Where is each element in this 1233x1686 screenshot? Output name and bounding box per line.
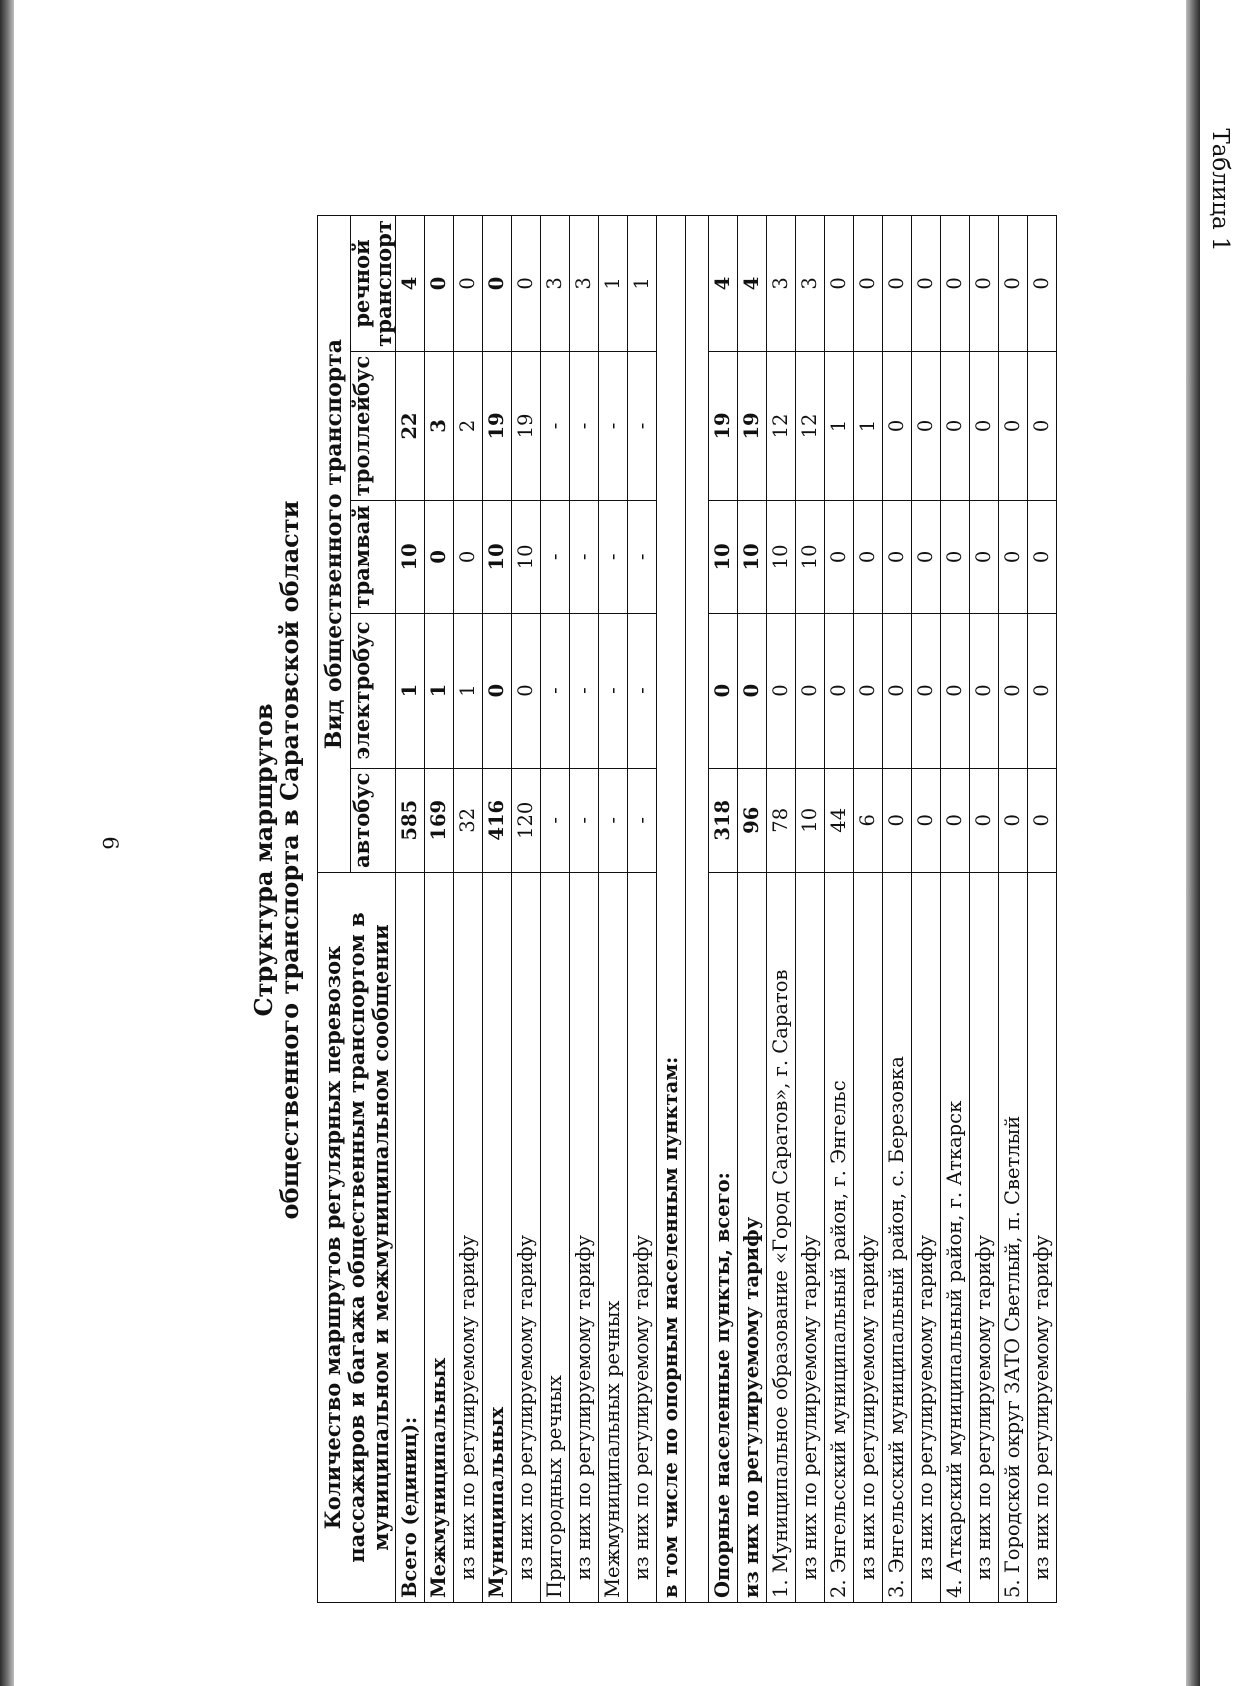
section-heading: в том числе по опорным населенным пунктам: — [657, 216, 686, 1603]
table-row — [512, 216, 541, 1603]
row-label: Муниципальных — [483, 873, 512, 1603]
value-cell: - — [628, 768, 657, 872]
value-cell: 12 — [796, 351, 825, 501]
value-cell: 1 — [854, 351, 883, 501]
rotated-page-content — [245, 95, 1115, 1625]
value-cell: 0 — [999, 501, 1028, 613]
value-cell: 416 — [483, 768, 512, 872]
value-cell: 3 — [541, 216, 570, 352]
table-row — [709, 216, 738, 1603]
page-number: 6 — [98, 836, 122, 850]
value-cell: 0 — [912, 768, 941, 872]
value-cell: 0 — [941, 501, 970, 613]
value-cell: 0 — [854, 216, 883, 352]
value-cell: 0 — [709, 613, 738, 768]
value-cell: 0 — [999, 613, 1028, 768]
scan-edge-right — [1186, 0, 1200, 1686]
table-row — [483, 216, 512, 1603]
value-cell: 2 — [454, 351, 483, 501]
value-cell: 0 — [854, 501, 883, 613]
table-header — [318, 216, 396, 1603]
table-row — [541, 216, 570, 1603]
value-cell: 0 — [970, 501, 999, 613]
document-title — [245, 95, 321, 1625]
title-line-1: Структура маршрутов — [249, 703, 278, 1017]
value-cell: 10 — [738, 501, 767, 613]
table-row — [970, 216, 999, 1603]
table-row — [599, 216, 628, 1603]
table-row — [854, 216, 883, 1603]
value-cell: 120 — [512, 768, 541, 872]
value-cell: 0 — [883, 351, 912, 501]
value-cell: 0 — [825, 501, 854, 613]
value-cell: 0 — [483, 216, 512, 352]
column-header-bus: автобус — [351, 768, 396, 872]
row-label: Межмуниципальных речных — [599, 873, 628, 1603]
value-cell: 78 — [767, 768, 796, 872]
value-cell: 19 — [483, 351, 512, 501]
table-row — [686, 216, 709, 1603]
row-label: Опорные населенные пункты, всего: — [709, 873, 738, 1603]
value-cell: 0 — [825, 216, 854, 352]
value-cell: 585 — [396, 768, 425, 872]
table-row — [883, 216, 912, 1603]
value-cell: 0 — [454, 216, 483, 352]
transport-type-header: Вид общественного транспорта — [318, 216, 351, 873]
table-row — [825, 216, 854, 1603]
value-cell: - — [599, 768, 628, 872]
value-cell: 96 — [738, 768, 767, 872]
value-cell: - — [628, 613, 657, 768]
value-cell: 0 — [970, 768, 999, 872]
value-cell: - — [599, 501, 628, 613]
value-cell: 0 — [1028, 768, 1057, 872]
value-cell: 0 — [1028, 216, 1057, 352]
value-cell: 0 — [912, 501, 941, 613]
table-row — [396, 216, 425, 1603]
row-label: из них по регулируемому тарифу — [454, 873, 483, 1603]
column-header-trolleybus: троллейбус — [351, 351, 396, 501]
value-cell: 22 — [396, 351, 425, 501]
value-cell: 0 — [999, 216, 1028, 352]
value-cell: 0 — [825, 613, 854, 768]
value-cell: 19 — [738, 351, 767, 501]
value-cell: 4 — [709, 216, 738, 352]
table-row — [628, 216, 657, 1603]
column-header-river-transport: речной транспорт — [351, 216, 396, 352]
value-cell: 0 — [883, 501, 912, 613]
row-label: 4. Аткарский муниципальный район, г. Аткарск — [941, 873, 970, 1603]
value-cell: 10 — [512, 501, 541, 613]
column-header-tram: трамвай — [351, 501, 396, 613]
table-row — [912, 216, 941, 1603]
value-cell: 1 — [825, 351, 854, 501]
row-label: из них по регулируемому тарифу — [796, 873, 825, 1603]
value-cell: 0 — [1028, 613, 1057, 768]
routes-table — [317, 215, 1057, 1603]
value-cell: - — [570, 613, 599, 768]
value-cell: 0 — [512, 216, 541, 352]
table-row — [941, 216, 970, 1603]
value-cell: 0 — [883, 768, 912, 872]
table-row — [796, 216, 825, 1603]
value-cell: 19 — [709, 351, 738, 501]
value-cell: 1 — [454, 613, 483, 768]
value-cell: - — [570, 351, 599, 501]
value-cell: 3 — [796, 216, 825, 352]
row-label: 5. Городской округ ЗАТО Светлый, п. Светлый — [999, 873, 1028, 1603]
row-label: из них по регулируемому тарифу — [854, 873, 883, 1603]
value-cell: 10 — [396, 501, 425, 613]
value-cell: 19 — [512, 351, 541, 501]
value-cell: 169 — [425, 768, 454, 872]
value-cell: 0 — [483, 613, 512, 768]
table-row — [999, 216, 1028, 1603]
blank-row — [686, 216, 709, 1603]
row-label: из них по регулируемому тарифу — [738, 873, 767, 1603]
value-cell: 10 — [796, 501, 825, 613]
value-cell: 10 — [767, 501, 796, 613]
row-label: из них по регулируемому тарифу — [628, 873, 657, 1603]
value-cell: 1 — [396, 613, 425, 768]
value-cell: 0 — [738, 613, 767, 768]
title-line-2: общественного транспорта в Саратовской области — [275, 500, 304, 1220]
value-cell: 3 — [767, 216, 796, 352]
value-cell: 0 — [1028, 351, 1057, 501]
value-cell: 10 — [796, 768, 825, 872]
value-cell: 1 — [425, 613, 454, 768]
row-label: 1. Муниципальное образование «Город Саратов», г. Саратов — [767, 873, 796, 1603]
value-cell: 6 — [854, 768, 883, 872]
row-label: Всего (единиц): — [396, 873, 425, 1603]
value-cell: 0 — [970, 351, 999, 501]
row-label: из них по регулируемому тарифу — [512, 873, 541, 1603]
value-cell: 0 — [454, 501, 483, 613]
row-label: из них по регулируемому тарифу — [912, 873, 941, 1603]
row-label: Пригородных речных — [541, 873, 570, 1603]
table-row — [657, 216, 686, 1603]
value-cell: 0 — [970, 613, 999, 768]
value-cell: - — [628, 351, 657, 501]
value-cell: 3 — [425, 351, 454, 501]
value-cell: - — [541, 351, 570, 501]
row-label: 3. Энгельсский муниципальный район, с. Березовка — [883, 873, 912, 1603]
value-cell: 0 — [425, 216, 454, 352]
value-cell: 32 — [454, 768, 483, 872]
value-cell: 44 — [825, 768, 854, 872]
value-cell: 0 — [941, 351, 970, 501]
row-label: из них по регулируемому тарифу — [1028, 873, 1057, 1603]
value-cell: 318 — [709, 768, 738, 872]
value-cell: 3 — [570, 216, 599, 352]
row-label: Межмуниципальных — [425, 873, 454, 1603]
value-cell: 0 — [941, 613, 970, 768]
table-row — [767, 216, 796, 1603]
scan-edge-left — [0, 0, 14, 1686]
row-label: из них по регулируемому тарифу — [570, 873, 599, 1603]
value-cell: 0 — [912, 613, 941, 768]
value-cell: 0 — [941, 768, 970, 872]
value-cell: 0 — [912, 216, 941, 352]
table-body — [396, 216, 1057, 1603]
table-row — [738, 216, 767, 1603]
value-cell: - — [541, 768, 570, 872]
value-cell: - — [570, 768, 599, 872]
value-cell: - — [541, 501, 570, 613]
value-cell: - — [628, 501, 657, 613]
value-cell: - — [570, 501, 599, 613]
value-cell: 4 — [396, 216, 425, 352]
value-cell: 4 — [738, 216, 767, 352]
value-cell: 0 — [941, 216, 970, 352]
value-cell: 12 — [767, 351, 796, 501]
value-cell: 0 — [999, 351, 1028, 501]
value-cell: 0 — [883, 216, 912, 352]
value-cell: 0 — [854, 613, 883, 768]
value-cell: 0 — [883, 613, 912, 768]
value-cell: 0 — [767, 613, 796, 768]
table-row — [570, 216, 599, 1603]
value-cell: 1 — [599, 216, 628, 352]
value-cell: 0 — [512, 613, 541, 768]
value-cell: 1 — [628, 216, 657, 352]
value-cell: - — [541, 613, 570, 768]
value-cell: - — [599, 351, 628, 501]
value-cell: 0 — [425, 501, 454, 613]
table-label: Таблица 1 — [1207, 128, 1233, 252]
row-label: из них по регулируемому тарифу — [970, 873, 999, 1603]
value-cell: - — [599, 613, 628, 768]
table-row — [454, 216, 483, 1603]
table-row — [425, 216, 454, 1603]
value-cell: 0 — [912, 351, 941, 501]
value-cell: 10 — [483, 501, 512, 613]
value-cell: 10 — [709, 501, 738, 613]
value-cell: 0 — [970, 216, 999, 352]
table-row — [1028, 216, 1057, 1603]
value-cell: 0 — [1028, 501, 1057, 613]
value-cell: 0 — [796, 613, 825, 768]
column-header-electrobus: электробус — [351, 613, 396, 768]
row-label: 2. Энгельсский муниципальный район, г. Энгельс — [825, 873, 854, 1603]
value-cell: 0 — [999, 768, 1028, 872]
row-label-header: Количество маршрутов регулярных перевозок пассажиров и багажа общественным транспортом в муниципальном и межмуниципальном сообщении — [318, 873, 396, 1603]
